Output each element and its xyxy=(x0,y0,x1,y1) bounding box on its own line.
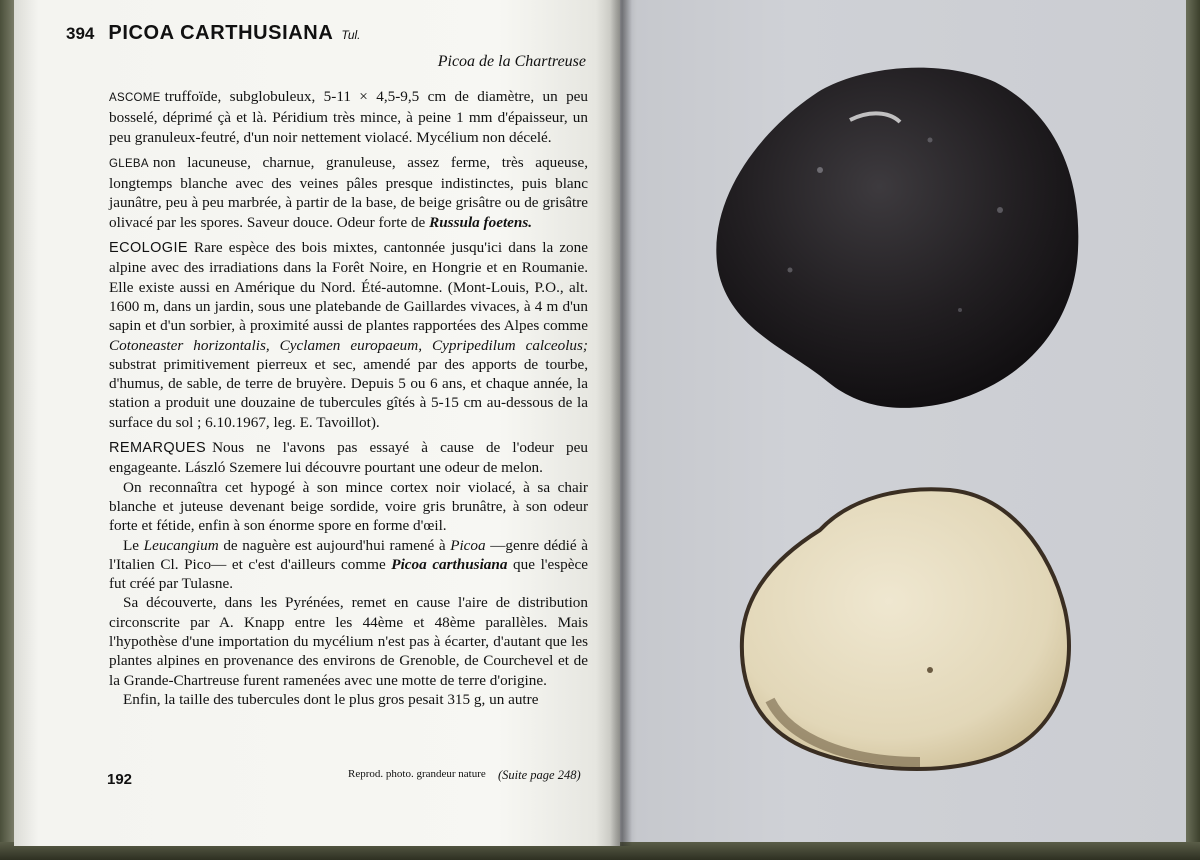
text-p3-b: de naguère est aujourd'hui ramené à xyxy=(218,536,451,554)
continued-note: (Suite page 248) xyxy=(498,768,581,782)
description-body xyxy=(109,87,588,709)
species-ref-picoa: Picoa carthusiana xyxy=(391,555,508,573)
paragraph-remarques-5: Enfin, la taille des tubercules dont le plus gros pesait 315 g, un autre xyxy=(123,690,539,708)
paragraph-remarques-4: Sa découverte, dans les Pyrénées, remet en cause l'aire de distribution circonscrite par A. Knapp entre les 44ème et 48ème parallèles. Mais l'hypothèse d'une importation du mycélium n'est pas à écarter, d'autant que les plantes alpines en provenance des environs de Grenoble, de Courchevel et de la Grande-Chartreuse furent ramenées avec une motte de terre d'origine. xyxy=(109,594,588,689)
whole-truffle xyxy=(716,68,1078,408)
species-author: Tul. xyxy=(341,28,361,42)
paragraph-remarques-2: On reconnaîtra cet hypogé à son mince cortex noir violacé, à sa chair blanche et juteuse devenant beige sordide, voire gris brunâtre, à son odeur forte et fétide, enfin à son énorme spore en forme d'œil. xyxy=(109,478,588,535)
text-p3-a: Le xyxy=(123,536,144,554)
page-header xyxy=(66,22,361,45)
text-ascome: truffoïde, subglobuleux, 5-11 × 4,5-9,5 cm de diamètre, un peu bosselé, déprimé çà et là. Péridium très mince, à peine 1 mm d'épaisseur, un peu granuleux-feutré, d'un noir nettement violacé. Mycélium non décelé. xyxy=(109,88,588,146)
label-ecologie: ECOLOGIE xyxy=(109,240,188,257)
book-edge-right xyxy=(1186,0,1200,860)
book-edge-left xyxy=(0,0,14,860)
text-ecologie-plants: Cotoneaster horizontalis, Cyclamen europaeum, Cypripedilum calceolus; xyxy=(109,336,588,354)
truffle-photograph xyxy=(700,50,1100,790)
text-ecologie-a: Rare espèce des bois mixtes, cantonnée jusqu'ici dans la zone alpine avec des irradiations dans la Forêt Noire, en Hongrie et en Roumanie. Elle existe aussi en Amérique du Nord. Été-automne. (Mont-Louis, P.O., alt. 1600 m, dans un jardin, sous une platebande de Gaillardes vivaces, à 4 m d'un sapin et d'un sorbier, à proximité aussi de plantes rapportées des Alpes comme xyxy=(109,239,588,335)
book-gutter xyxy=(610,0,632,846)
cut-truffle xyxy=(742,489,1069,769)
gleba-end: . xyxy=(528,213,533,231)
genus-leucangium: Leucangium xyxy=(143,536,219,554)
species-number: 394 xyxy=(66,24,95,43)
text-p3-c: —genre dédié à l'Italien Cl. Pico— et c'est d'ailleurs comme xyxy=(109,536,588,573)
section-remarques xyxy=(109,438,588,478)
text-p3-d: que l'espèce fut créé par Tulasne. xyxy=(109,555,588,593)
text-ecologie-b: substrat primitivement pierreux et sec, amendé par des apports de tourbe, d'humus, de sable, de terre de bruyère. Depuis 5 ou 6 ans, et chaque année, la station a produit une douzaine de tubercules gîtés à 5-15 cm au-dessous de la surface du sol ; 6.10.1967, leg. E. Tavoillot). xyxy=(109,355,588,431)
text-gleba: non lacuneuse, charnue, granuleuse, assez ferme, très aqueuse, longtemps blanche avec des veines pâles presque indistinctes, puis blanc jaunâtre, peu à peu marbrée, à partir de la base, de beige grisâtre ou de grisâtre olivacé par les spores. Saveur douce. Odeur forte de xyxy=(109,153,588,231)
label-ascome: ASCOME xyxy=(109,92,161,104)
page-number: 192 xyxy=(107,771,133,788)
section-gleba xyxy=(109,153,588,232)
label-gleba: GLEBA xyxy=(109,157,149,170)
text-remarques-1: Nous ne l'avons pas essayé à cause de l'odeur peu engageante. László Szemere lui découvre pourtant une odeur de melon. xyxy=(109,439,588,477)
photo-caption: Reprod. photo. grandeur nature xyxy=(348,768,486,780)
paragraph-remarques-3 xyxy=(109,536,588,594)
species-title: PICOA CARTHUSIANA xyxy=(108,22,334,44)
section-ecologie xyxy=(109,238,588,432)
common-name: Picoa de la Chartreuse xyxy=(437,53,586,70)
section-ascome xyxy=(109,87,588,147)
species-ref-russula: Russula foetens xyxy=(429,213,529,231)
genus-picoa: Picoa xyxy=(450,536,486,554)
label-remarques: REMARQUES xyxy=(109,440,207,457)
